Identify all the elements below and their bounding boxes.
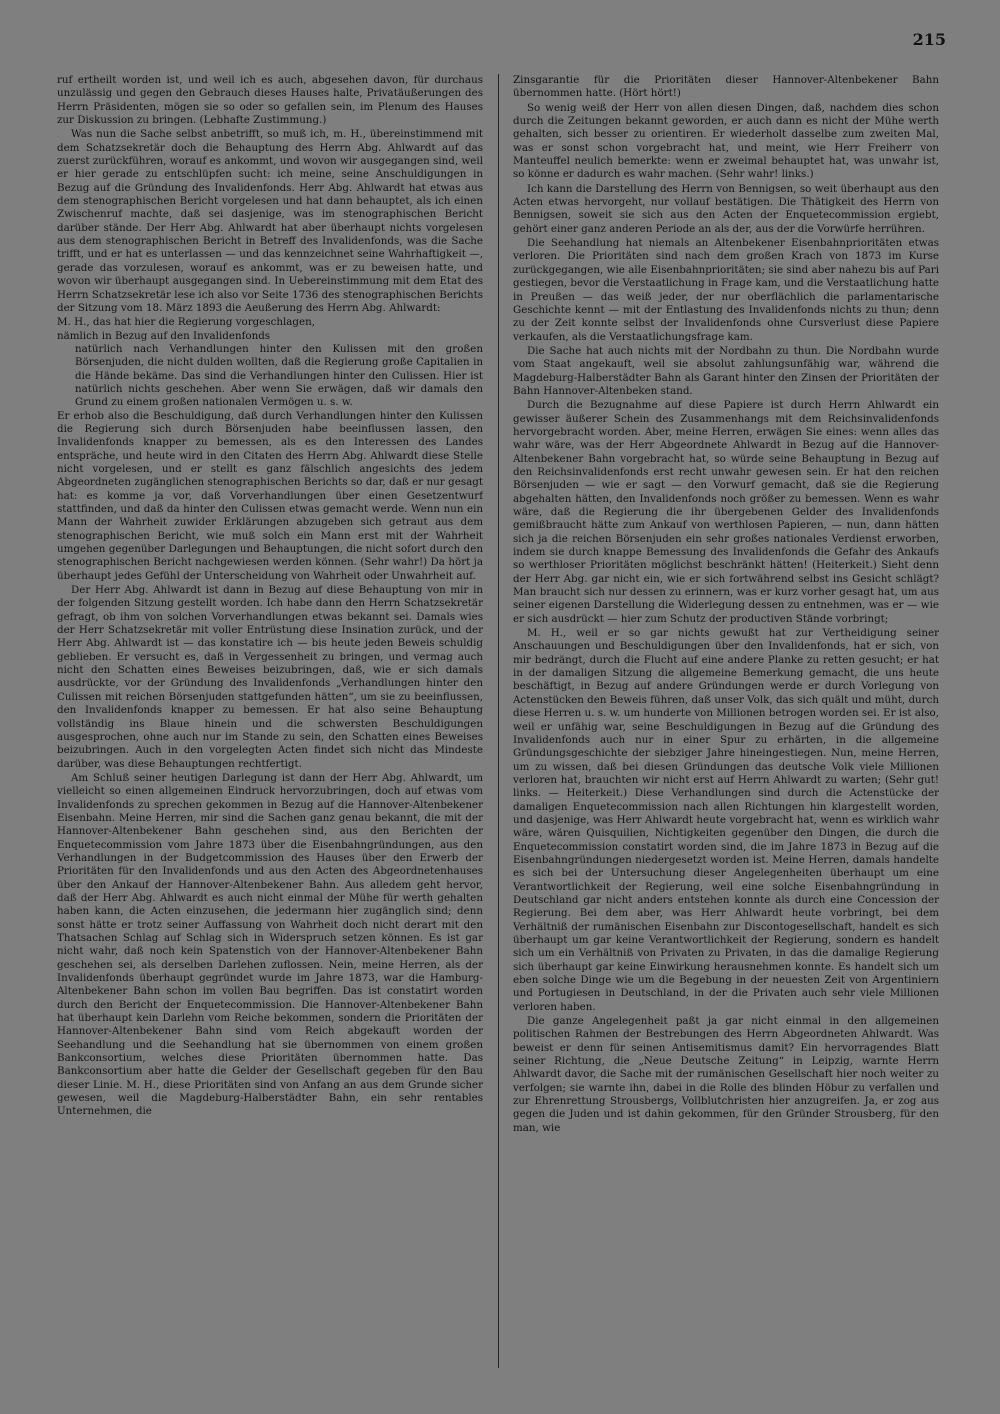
page-number: 215: [912, 30, 946, 49]
right-column: [513, 74, 939, 1374]
left-column: [57, 74, 483, 1374]
paragraph: Er erhob also die Beschuldigung, daß durch Verhandlungen hinter den Kulissen die Regierung sich durch Börsenjuden habe beeinflussen lassen, den Invalidenfonds knapper zu bemessen, als es den Interessen des Landes entspräche, und heute wird in den Citaten des Herrn Abg. Ahlwardt diese Stelle nicht vorgelesen, und er stellt es ganz fälschlich angesichts des jedem Abgeordneten zugänglichen stenographischen Berichts so dar, daß er nur gesagt hat: es komme ja vor, daß Vorverhandlungen über einen Gesetzentwurf stattfinden, und daß da hinter den Culissen etwas gemacht werde. Wenn nun ein Mann der Wahrheit zuwider Erklärungen abzugeben sich getraut aus dem stenographischen Bericht, wie muß solch ein Mann erst mit der Wahrheit umgehen gegenüber Darlegungen und Behauptungen, die nicht sofort durch den stenographischen Bericht nachgewiesen werden können. (Sehr wahr!) Da hört ja überhaupt jedes Gefühl der Unterscheidung von Wahrheit oder Unwahrheit auf.: [57, 409, 483, 582]
paragraph: Durch die Bezugnahme auf diese Papiere ist durch Herrn Ahlwardt ein gewisser äußerer Schein des Zusammenhangs mit dem Reichsinvalidenfonds hervorgebracht worden. Aber, meine Herren, erwägen Sie eines: wenn alles das wahr wäre, was der Herr Abgeordnete Ahlwardt in Bezug auf die Hannover-Altenbekener Bahn vorgebracht hat, so würde seine Behauptung in Bezug auf den Reichsinvalidenfonds erst recht unwahr gewesen sein. Er hat den reichen Börsenjuden — wie er sagt — den Vorwurf gemacht, daß sie die Regierung abgehalten hätten, den Invalidenfonds noch größer zu bemessen. Wenn es wahr wäre, daß die Regierung die ihr übergebenen Gelder des Invalidenfonds gemißbraucht hätte zum Ankauf von werthlosen Papieren, — nun, dann hätten sich ja die reichen Börsenjuden ein sehr großes nationales Verdienst erworben, indem sie durch knappe Bemessung des Invalidenfonds die Gefahr des Ankaufs so werthloser Prioritäten möglichst beschränkt hätten! (Heiterkeit.) Sieht denn der Herr Abg. gar nicht ein, wie er sich fortwährend selbst ins Gesicht schlägt? Man braucht sich nur dessen zu erinnern, was er kurz vorher gesagt hat, um aus seiner eigenen Darstellung die Widerlegung dessen zu entnehmen, was er — wie er sich ausdrückt — hier zum Schutz der productiven Stände vorbringt;: [513, 399, 939, 625]
paragraph: Zinsgarantie für die Prioritäten dieser Hannover-Altenbekener Bahn übernommen hatte. (Hört hört!): [513, 74, 939, 100]
quoted-passage: natürlich nach Verhandlungen hinter den Kulissen mit den großen Börsenjuden, die nicht dulden wollten, daß die Regierung große Capitalien in die Hände bekäme. Das sind die Verhandlungen hinter den Culissen. Hier ist natürlich nichts geschehen. Aber wenn Sie erwägen, daß wir damals den Grund zu einem großen nationalen Vermögen u. s. w.: [75, 342, 483, 409]
quoted-passage: nämlich in Bezug auf den Invalidenfonds: [57, 329, 271, 342]
paragraph: M. H., weil er so gar nichts gewußt hat zur Vertheidigung seiner Anschauungen und Beschuldigungen über den Invalidenfonds, hat er sich, von mir bedrängt, durch die Flucht auf eine andere Planke zu retten gesucht; er hat in der damaligen Sitzung die allgemeine Bemerkung gemacht, die uns heute beschäftigt, in Bezug auf andere Gründungen werde er durch Vorlegung von Actenstücken den Beweis führen, daß unser Volk, das sich quält und müht, durch diese Herren u. s. w. um hunderte von Millionen betrogen worden sei. Er ist also, weil er unfähig war, seine Beschuldigungen in Bezug auf die Gründung des Invalidenfonds auch nur in einer Spur zu erhärten, in die allgemeine Gründungsgeschichte der siebziger Jahre hineingestiegen. Nun, meine Herren, um zu wissen, daß bei diesen Gründungen das deutsche Volk viele Millionen verloren hat, brauchten wir nicht erst auf Herrn Ahlwardt zu warten; (Sehr gut! links. — Heiterkeit.) Diese Verhandlungen sind durch die Actenstücke der damaligen Enquetecommission nach allen Richtungen hin klargestellt worden, und dasjenige, was Herr Ahlwardt heute vorgebracht hat, wenn es wirklich wahr wäre, wären Quisquilien, Nichtigkeiten gegenüber den Dingen, die durch die Enquetecommission constatirt worden sind, die im Jahre 1873 in Bezug auf die Eisenbahngründungen niedergesetzt worden ist. Meine Herren, damals handelte es sich bei der Untersuchung dieser Angelegenheiten überhaupt um eine Verantwortlichkeit der Regierung, weil eine solche Eisenbahngründung in Deutschland gar nicht anders entstehen konnte als durch eine Concession der Regierung. Bei dem aber, was Herr Ahlwardt heute vorbringt, bei dem Verhältniß der rumänischen Eisenbahn zur Discontogesellschaft, handelt es sich überhaupt um gar keine Verantwortlichkeit der Regierung, sondern es handelt sich um ein Verhältniß von Privaten zu Privaten, in das die damalige Regierung sich überhaupt gar keine Einwirkung herausnehmen konnte. Es handelt sich um eben solche Dinge wie um die Begebung in der neuesten Zeit von Argentiniern und Portugiesen in Deutschland, in der die Privaten auch sehr viele Millionen verloren haben.: [513, 627, 939, 1013]
paragraph: Die ganze Angelegenheit paßt ja gar nicht einmal in den allgemeinen politischen Rahmen der Bestrebungen des Herrn Abgeordneten Ahlwardt. Was beweist er denn für seinen Antisemitismus damit? Ein hervorragendes Blatt seiner Richtung, die „Neue Deutsche Zeitung“ in Leipzig, warnte Herrn Ahlwardt davor, die Sache mit der rumänischen Gesellschaft hier noch weiter zu verfolgen; sie warnte ihn, dabei in die Rolle des blinden Höbur zu verfallen und zur Ehrenrettung Strousbergs, Vollblutchristen hier anzugreifen. Ja, er zog aus gegen die Juden und ist dahin gekommen, für den Gründer Strousberg, für den man, wie: [513, 1015, 939, 1134]
column-divider: [498, 74, 499, 1368]
paragraph: Die Sache hat auch nichts mit der Nordbahn zu thun. Die Nordbahn wurde vom Staat angekauft, weil sie absolut zahlungsunfähig war, während die Magdeburg-Halberstädter Bahn als Garant hinter den Zinsen der Prioritäten der Bahn Hannover-Altenbeken stand.: [513, 344, 939, 397]
paragraph: Was nun die Sache selbst anbetrifft, so muß ich, m. H., übereinstimmend mit dem Schatzsekretär doch die Behauptung des Herrn Abg. Ahlwardt auf das zuerst zurückführen, worauf es ankommt, und wovon wir ausgegangen sind, weil er hier gerade zu entschlüpfen sucht: ich meine, seine Anschuldigungen in Bezug auf die Gründung des Invalidenfonds. Herr Abg. Ahlwardt hat etwas aus dem stenographischen Bericht vorgelesen und hat dann behauptet, als ich einen Zwischenruf machte, daß sei dasjenige, was im stenographischen Bericht darüber stände. Der Herr Abg. Ahlwardt hat aber überhaupt nichts vorgelesen aus dem stenographischen Bericht in Betreff des Invalidenfonds, was die Sache trifft, und er hat es unterlassen — und das kennzeichnet seine Wahrhaftigkeit —, gerade das vorzulesen, worauf es ankommt, was er zu beweisen hatte, und wovon wir überhaupt ausgegangen sind. In Uebereinstimmung mit dem Etat des Herrn Schatzsekretär lese ich also vor Seite 1736 des stenographischen Berichts der Sitzung vom 18. März 1893 die Aeußerung des Herrn Abg. Ahlwardt:: [57, 128, 483, 314]
paragraph: Ich kann die Darstellung des Herrn von Bennigsen, so weit überhaupt aus den Acten etwas hervorgeht, nur vollauf bestätigen. Die Thätigkeit des Herrn von Bennigsen, soweit sie sich aus den Acten der Enquetecommission ergiebt, gehört einer ganz anderen Periode an als der, aus der die Vorwürfe herrühren.: [513, 182, 939, 235]
quoted-passage: M. H., das hat hier die Regierung vorgeschlagen,: [57, 316, 316, 329]
paragraph: So wenig weiß der Herr von allen diesen Dingen, daß, nachdem dies schon durch die Zeitungen bekannt geworden, er auch dann es nicht der Mühe werth gehalten, sich besser zu orientiren. Er wiederholt dasselbe zum zweiten Mal, was er sonst schon vorgebracht hat, und meint, wie Herr Freiherr von Manteuffel neulich bemerkte: wenn er zweimal behauptet hat, was unwahr ist, so könne er dadurch es wahr machen. (Sehr wahr! links.): [513, 101, 939, 181]
paragraph: Am Schluß seiner heutigen Darlegung ist dann der Herr Abg. Ahlwardt, um vielleicht so einen allgemeinen Eindruck hervorzubringen, doch auf etwas vom Invalidenfonds zu sprechen gekommen in Bezug auf die Hannover-Altenbekener Eisenbahn. Meine Herren, mir sind die Sachen ganz genau bekannt, die mit der Hannover-Altenbekener Bahn geschehen sind, aus den Berichten der Enquetecommission vom Jahre 1873 über die Eisenbahngründungen, aus den Verhandlungen in der Budgetcommission des Hauses über den Erwerb der Prioritäten für den Invalidenfonds und aus den Acten des Abgeordnetenhauses über den Ankauf der Hannover-Altenbekener Bahn. Aus alledem geht hervor, daß der Herr Abg. Ahlwardt es auch nicht einmal der Mühe für werth gehalten haben kann, die Acten einzusehen, die jedermann hier zugänglich sind; denn sonst hätte er trotz seiner Auffassung von Wahrheit doch nicht derart mit den Thatsachen Schlag auf Schlag sich in Widerspruch setzen können. Es ist gar nicht wahr, daß noch kein Spatenstich von der Hannover-Altenbekener Bahn geschehen sei, als derselben Darlehen zuflossen. Nein, meine Herren, als der Invalidenfonds überhaupt gegründet wurde im Jahre 1873, war die Hamburg-Altenbekener Bahn schon im vollen Bau begriffen. Das ist constatirt worden durch den Bericht der Enquetecommission. Die Hannover-Altenbekener Bahn hat überhaupt kein Darlehn vom Reiche bekommen, sondern die Prioritäten der Hannover-Altenbekener Bahn sind vom Reich abgekauft worden der Seehandlung und die Seehandlung hat sie übernommen von einem großen Bankconsortium, welches diese Prioritäten übernommen hatte. Das Bankconsortium aber hatte die Gelder der Gesellschaft gegeben für den Bau dieser Linie. M. H., diese Prioritäten sind von Anfang an aus dem Grunde sicher gewesen, weil die Magdeburg-Halberstädter Bahn, ein sehr rentables Unternehmen, die: [57, 771, 483, 1118]
paragraph: Der Herr Abg. Ahlwardt ist dann in Bezug auf diese Behauptung von mir in der folgenden Sitzung gestellt worden. Ich habe dann den Herrn Schatzsekretär gefragt, ob ihm von solchen Vorverhandlungen etwas bekannt sei. Damals wies der Herr Schatzsekretär mit voller Entrüstung diese Insination zurück, und der Herr Abg. Ahlwardt ist — das konstatire ich — bis heute jeden Beweis schuldig geblieben. Er versucht es, daß in Vergessenheit zu bringen, und vermag auch nicht den Schatten eines Beweises beizubringen, daß, wie er sich damals ausdrückte, vor der Gründung des Invalidenfonds „Verhandlungen hinter den Culissen mit reichen Börsenjuden stattgefunden hätten“, um sie zu beeinflussen, den Invalidenfonds knapper zu bemessen. Er hat also seine Behauptung vollständig ins Blaue hinein und die schwersten Beschuldigungen ausgesprochen, ohne auch nur im Stande zu sein, den Schatten eines Beweises beizubringen. Auch in den vorgelegten Acten findet sich nicht das Mindeste darüber, was diese Behauptungen rechtfertigt.: [57, 584, 483, 770]
paragraph: Die Seehandlung hat niemals an Altenbekener Eisenbahnprioritäten etwas verloren. Die Prioritäten sind nach dem großen Krach von 1873 im Kurse zurückgegangen, wie alle Eisenbahnprioritäten; sie sind aber nahezu bis auf Pari gestiegen, bevor die Verstaatlichung in Frage kam, und die Verstaatlichung hatte in Preußen — das weiß jeder, der nur oberflächlich die parlamentarische Geschichte kennt — mit der Entlastung des Invalidenfonds nichts zu thun; denn zu der Zeit konnte selbst der Invalidenfonds ohne Cursverlust diese Papiere verkaufen, als die Verstaatlichungsfrage kam.: [513, 237, 939, 343]
paragraph: ruf ertheilt worden ist, und weil ich es auch, abgesehen davon, für durchaus unzulässig und gegen den Gebrauch dieses Hauses halte, Privatäußerungen des Herrn Präsidenten, mögen sie so oder so gefallen sein, im Plenum des Hauses zur Diskussion zu bringen. (Lebhafte Zustimmung.): [57, 74, 483, 127]
